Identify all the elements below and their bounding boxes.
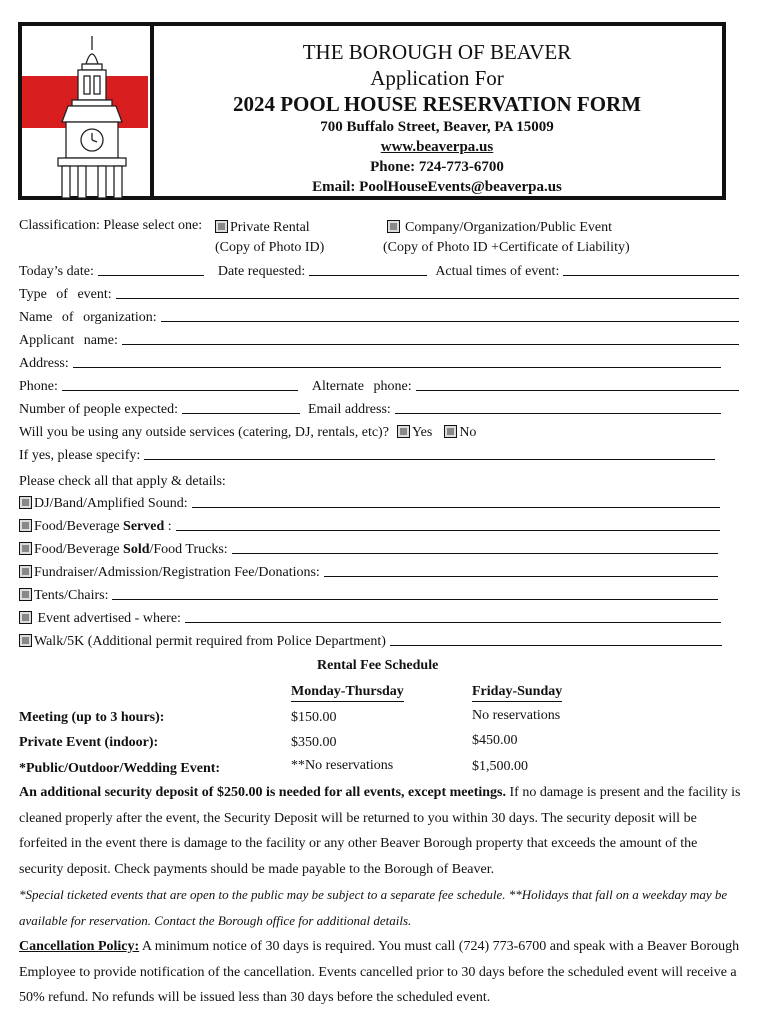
no-label: No bbox=[459, 425, 477, 440]
walk-checkbox[interactable] bbox=[19, 634, 32, 647]
check-all-label: Please check all that apply & details: bbox=[19, 474, 226, 489]
advertised-row bbox=[19, 605, 725, 627]
people-email-row bbox=[19, 398, 725, 418]
outside-services-label: Will you be using any outside services (catering, DJ, rentals, etc)? bbox=[19, 425, 389, 440]
food-served-colon: : bbox=[164, 519, 172, 534]
yes-option[interactable] bbox=[397, 425, 432, 441]
private-rental-label: Private Rental bbox=[230, 220, 310, 235]
dj-row bbox=[19, 490, 724, 512]
phone-row bbox=[19, 375, 743, 395]
fundraiser-label: Fundraiser/Admission/Registration Fee/Donations: bbox=[34, 565, 320, 580]
walk-row bbox=[19, 628, 726, 650]
people-expected-field[interactable] bbox=[182, 413, 300, 414]
advertised-field[interactable] bbox=[185, 622, 721, 623]
fundraiser-row bbox=[19, 559, 722, 581]
fee-row-label: *Public/Outdoor/Wedding Event: bbox=[19, 761, 221, 776]
dj-checkbox[interactable] bbox=[19, 496, 32, 509]
phone-number: Phone: 724-773-6700 bbox=[370, 159, 504, 175]
fee-row-weekend: $450.00 bbox=[472, 733, 518, 748]
no-option[interactable] bbox=[444, 425, 476, 441]
dj-field[interactable] bbox=[192, 507, 720, 508]
todays-date-field[interactable] bbox=[98, 275, 204, 276]
special-events-note: *Special ticketed events that are open to the public may be subject to a separate fee schedule. **Holidays that fall on a weekday may be available for reservation. Contact the Borough office for additional details. bbox=[19, 887, 728, 928]
header-text bbox=[172, 40, 702, 195]
outside-services-row bbox=[19, 421, 743, 441]
weekday-header: Monday-Thursday bbox=[291, 684, 404, 702]
address-label: Address: bbox=[19, 356, 69, 371]
food-served-row bbox=[19, 513, 724, 535]
cancellation-policy bbox=[19, 934, 743, 1011]
fee-row-weekend: $1,500.00 bbox=[472, 759, 528, 774]
food-served-field[interactable] bbox=[176, 530, 720, 531]
fee-row-weekend: No reservations bbox=[472, 708, 561, 723]
security-deposit-paragraph bbox=[19, 780, 743, 882]
private-rental-checkbox[interactable] bbox=[215, 220, 228, 233]
form-name: 2024 POOL HOUSE RESERVATION FORM bbox=[232, 92, 642, 116]
food-sold-suffix: /Food Trucks: bbox=[149, 542, 228, 557]
actual-times-field[interactable] bbox=[563, 275, 739, 276]
food-served-emphasis: Served bbox=[123, 519, 165, 534]
applicant-label: Applicant name: bbox=[19, 333, 118, 348]
fundraiser-field[interactable] bbox=[324, 576, 718, 577]
people-expected-label: Number of people expected: bbox=[19, 402, 178, 417]
fee-row-weekday: **No reservations bbox=[291, 758, 394, 773]
tents-checkbox[interactable] bbox=[19, 588, 32, 601]
todays-date-label: Today’s date: bbox=[19, 264, 94, 279]
tents-row bbox=[19, 582, 722, 604]
address-row bbox=[19, 352, 725, 372]
date-requested-label: Date requested: bbox=[217, 264, 306, 279]
alternate-phone-field[interactable] bbox=[416, 390, 739, 391]
fee-row-label: Private Event (indoor): bbox=[19, 735, 159, 750]
food-sold-row bbox=[19, 536, 722, 558]
if-yes-label: If yes, please specify: bbox=[19, 448, 141, 463]
tents-field[interactable] bbox=[112, 599, 718, 600]
cancellation-text: A minimum notice of 30 days is required. You must call (724) 773-6700 and speak with a Beaver Borough Employee to provide notification of the cancellation. Events cancelled prior to 30 days before the scheduled event will receive a 50% refund. No refunds will be issued less than 30 days before the scheduled event. bbox=[19, 939, 740, 1006]
food-sold-checkbox[interactable] bbox=[19, 542, 32, 555]
private-rental-option[interactable] bbox=[215, 218, 324, 258]
food-sold-label: Food/Beverage bbox=[34, 542, 124, 557]
email-address-label: Email address: bbox=[308, 402, 391, 417]
company-event-checkbox[interactable] bbox=[387, 220, 400, 233]
food-served-label: Food/Beverage bbox=[34, 519, 124, 534]
alternate-phone-label: Alternate phone: bbox=[311, 379, 412, 394]
type-of-event-row bbox=[19, 283, 743, 303]
food-served-checkbox[interactable] bbox=[19, 519, 32, 532]
classification-row bbox=[19, 214, 743, 260]
dates-row bbox=[19, 260, 743, 280]
fundraiser-checkbox[interactable] bbox=[19, 565, 32, 578]
cancellation-label: Cancellation Policy: bbox=[19, 939, 140, 954]
email-address-field[interactable] bbox=[395, 413, 721, 414]
borough-title: THE BOROUGH OF BEAVER bbox=[302, 40, 572, 64]
clock-tower-logo-icon bbox=[42, 34, 142, 200]
walk-label: Walk/5K (Additional permit required from Police Department) bbox=[34, 634, 386, 649]
company-event-option[interactable] bbox=[383, 218, 630, 258]
date-requested-field[interactable] bbox=[309, 275, 427, 276]
email-contact: Email: PoolHouseEvents@beaverpa.us bbox=[312, 179, 562, 195]
if-yes-field[interactable] bbox=[144, 459, 715, 460]
deposit-emphasis: An additional security deposit of $250.00 is needed for all events, except meetings. bbox=[19, 785, 506, 800]
private-rental-requirement: (Copy of Photo ID) bbox=[215, 240, 325, 255]
dj-label: DJ/Band/Amplified Sound: bbox=[34, 496, 188, 511]
company-event-requirement: (Copy of Photo ID +Certificate of Liability) bbox=[383, 240, 630, 255]
check-all-row bbox=[19, 470, 743, 490]
tents-label: Tents/Chairs: bbox=[34, 588, 109, 603]
phone-field[interactable] bbox=[62, 390, 298, 391]
applicant-field[interactable] bbox=[122, 344, 739, 345]
organization-label: Name of organization: bbox=[19, 310, 157, 325]
deposit-text: If no damage is present and the facility is cleaned properly after the event, the Security Deposit will be returned to you within 30 days. The security deposit will be forfeited in the event there is damage to the facility or any other Beaver Borough property that exceeds the amount of the security deposit. Check payments should be made payable to the Borough of Beaver. bbox=[19, 785, 741, 877]
fee-row-weekday: $150.00 bbox=[291, 710, 337, 725]
weekend-header: Friday-Sunday bbox=[472, 684, 562, 702]
fee-schedule-title: Rental Fee Schedule bbox=[317, 658, 439, 673]
classification-label: Classification: Please select one: bbox=[19, 218, 203, 233]
organization-row bbox=[19, 306, 743, 326]
organization-field[interactable] bbox=[161, 321, 739, 322]
yes-checkbox[interactable] bbox=[397, 425, 410, 438]
food-sold-emphasis: Sold bbox=[123, 542, 150, 557]
walk-field[interactable] bbox=[390, 645, 722, 646]
fee-row-label: Meeting (up to 3 hours): bbox=[19, 710, 165, 725]
address-field[interactable] bbox=[73, 367, 721, 368]
applicant-row bbox=[19, 329, 743, 349]
type-of-event-label: Type of event: bbox=[19, 287, 112, 302]
type-of-event-field[interactable] bbox=[116, 298, 739, 299]
phone-label: Phone: bbox=[19, 379, 58, 394]
header-divider bbox=[150, 26, 154, 196]
food-sold-field[interactable] bbox=[232, 553, 718, 554]
company-event-label: Company/Organization/Public Event bbox=[405, 220, 612, 235]
no-checkbox[interactable] bbox=[444, 425, 457, 438]
actual-times-label: Actual times of event: bbox=[435, 264, 560, 279]
advertised-checkbox[interactable] bbox=[19, 611, 32, 624]
if-yes-row bbox=[19, 444, 719, 464]
yes-label: Yes bbox=[411, 425, 433, 440]
header-box bbox=[18, 22, 726, 200]
advertised-label: Event advertised - where: bbox=[37, 611, 181, 626]
borough-address: 700 Buffalo Street, Beaver, PA 15009 bbox=[320, 119, 554, 135]
website-link[interactable]: www.beaverpa.us bbox=[380, 139, 494, 155]
application-subtitle: Application For bbox=[370, 66, 504, 90]
fee-row-weekday: $350.00 bbox=[291, 735, 337, 750]
